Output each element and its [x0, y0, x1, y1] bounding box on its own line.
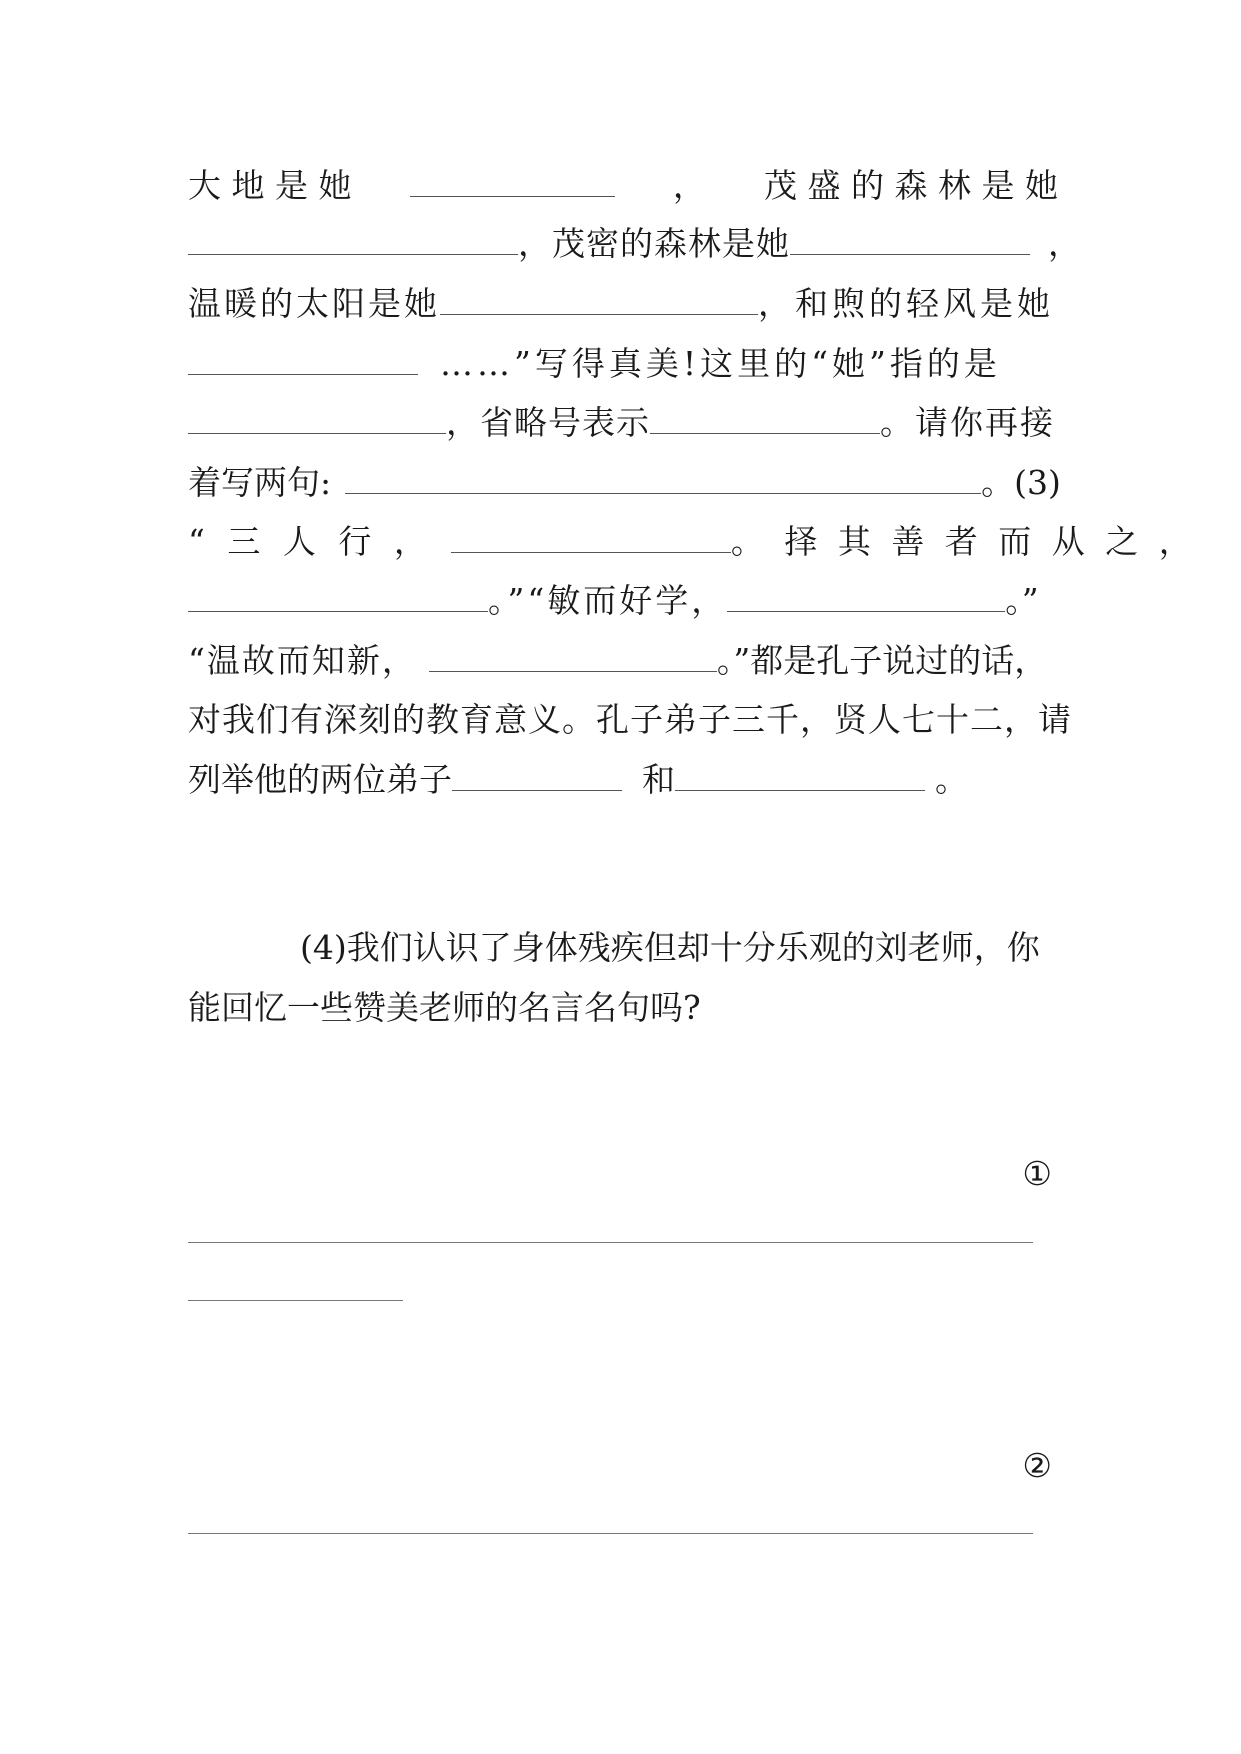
line3-part-b: ，和煦的轻风是她 — [758, 284, 1054, 323]
answer-blank-14[interactable] — [675, 760, 925, 791]
answer-line-1b[interactable] — [188, 1300, 403, 1301]
line7-part-a: “ 三 人 行 ， — [188, 522, 433, 561]
answer-number-2: ② — [1022, 1446, 1052, 1485]
answer-blank-12[interactable] — [429, 641, 717, 672]
line9-part-a: “温故而知新， — [188, 641, 417, 680]
text-line-11 — [188, 760, 1058, 800]
line8-part-a: 。”“敏而好学， — [488, 581, 728, 620]
line1-part-a: 大 地 是 她 — [188, 166, 352, 205]
answer-blank-4[interactable] — [440, 284, 758, 315]
text-line-7 — [188, 522, 1197, 562]
line10-part-a: 对我们有深刻的教育意义。孔子弟子三千，贤人七十二，请 — [188, 700, 1072, 739]
text-line-6 — [188, 463, 1061, 503]
answer-blank-13[interactable] — [452, 760, 622, 791]
line3-part-a: 温暖的太阳是她 — [188, 284, 440, 323]
question-4-line-2 — [188, 988, 1058, 1028]
answer-blank-11[interactable] — [727, 581, 1005, 612]
text-line-10 — [188, 700, 1072, 740]
line9-part-b: 。”都是孔子说过的话， — [716, 641, 1048, 680]
line11-part-c: 。 — [935, 760, 968, 799]
answer-number-1: ① — [1022, 1154, 1052, 1193]
answer-blank-3[interactable] — [790, 224, 1030, 255]
text-line-9 — [188, 641, 1058, 681]
text-line-5 — [188, 403, 1058, 443]
question-4-line-1 — [188, 928, 1058, 968]
line4-part-a: ……”写得真美!这里的“她”指的是 — [440, 344, 1001, 383]
line1-part-b: ， — [672, 166, 706, 205]
line6-part-a: 着写两句: — [188, 463, 332, 502]
line7-part-b: 。 择 其 善 者 而 从 之 ， — [730, 522, 1197, 561]
line5-part-b: 。请你再接 — [880, 403, 1055, 442]
text-line-3 — [188, 284, 1058, 324]
line8-part-b: 。” — [1005, 581, 1039, 620]
line2-part-b: ， — [1048, 224, 1081, 263]
line11-part-a: 列举他的两位弟子 — [188, 760, 452, 799]
answer-blank-2[interactable] — [188, 224, 518, 255]
answer-blank-5[interactable] — [188, 344, 418, 375]
answer-blank-7[interactable] — [650, 403, 880, 434]
line11-part-b: 和 — [642, 760, 675, 799]
answer-blank-1[interactable] — [410, 166, 615, 197]
answer-line-2a[interactable] — [188, 1533, 1033, 1534]
answer-blank-9[interactable] — [451, 522, 731, 553]
answer-blank-6[interactable] — [188, 403, 446, 434]
line5-part-a: ，省略号表示 — [446, 403, 650, 442]
question-4-text-a: (4)我们认识了身体残疾但却十分乐观的刘老师，你 — [300, 928, 1040, 967]
text-line-2 — [188, 224, 1081, 264]
text-line-8 — [188, 581, 1058, 621]
answer-blank-8[interactable] — [345, 463, 981, 494]
answer-blank-10[interactable] — [188, 581, 488, 612]
text-line-4 — [188, 344, 1058, 384]
line2-part-a: ，茂密的森林是她 — [518, 224, 790, 263]
line6-part-b: 。(3) — [981, 463, 1061, 502]
line1-part-c: 茂 盛 的 森 林 是 她 — [764, 166, 1058, 205]
question-4-text-b: 能回忆一些赞美老师的名言名句吗? — [188, 988, 701, 1027]
text-line-1 — [188, 166, 1058, 206]
answer-line-1a[interactable] — [188, 1242, 1033, 1243]
